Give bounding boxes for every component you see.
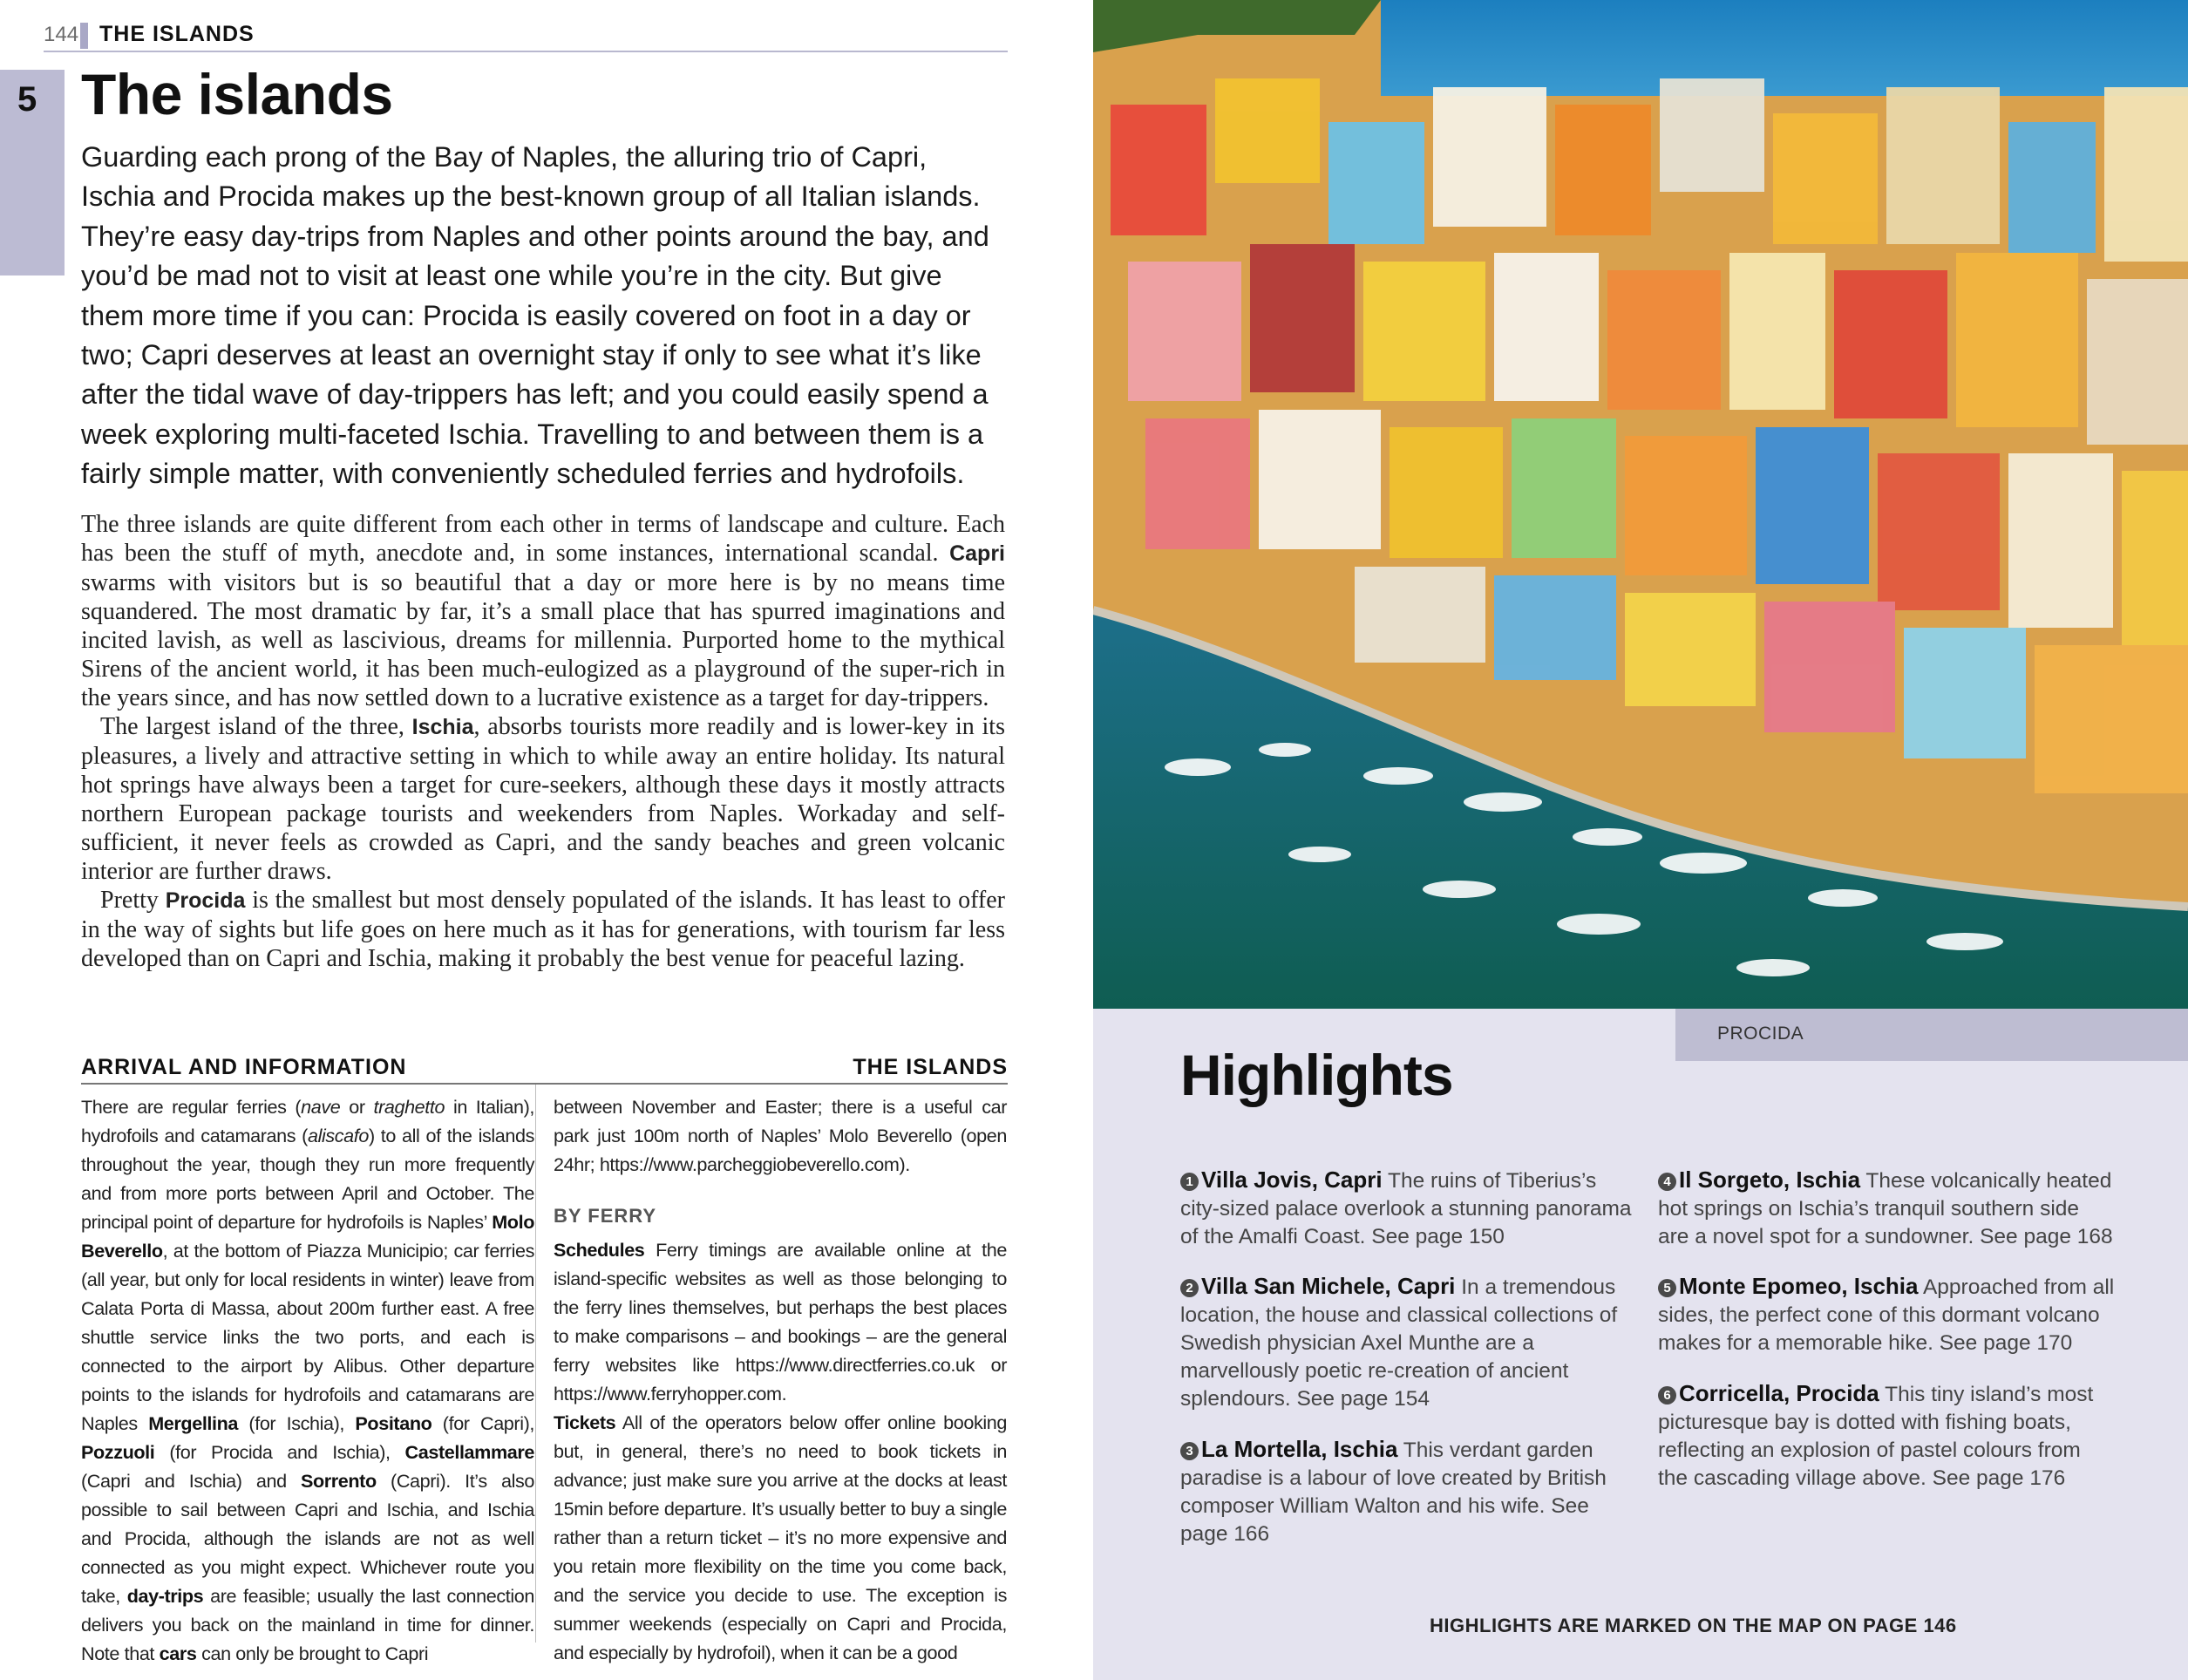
arrival-heading-right: THE ISLANDS (853, 1055, 1008, 1079)
highlight-item: 1 Villa Jovis, Capri The ruins of Tiberius’s city-sized palace overlook a stunning panorama of the Amalfi Coast. See page 150 (1180, 1166, 1632, 1248)
highlights-column-1 (1180, 1144, 1638, 1563)
arrival-column-2 (554, 1092, 1007, 1667)
page-title: The islands (81, 62, 393, 126)
highlight-item: 3 La Mortella, Ischia This verdant garden paradise is a labour of love created by British composer William Walton and his wife. See page 166 (1180, 1435, 1607, 1546)
highlights-column-2 (1658, 1144, 2116, 1507)
place-name: Procida (165, 888, 246, 913)
page-number: 144 (44, 23, 79, 46)
intro-paragraph: Guarding each prong of the Bay of Naples, the alluring trio of Capri, Ischia and Procida makes up the best-known group of all Italian islands. They’re easy day-trips from Naples and other points around the bay, and you’d be mad not to visit at least one while you’re in the city. But give them more time if you can: Procida is easily covered on foot in a day or two; Capri deserves at least an overnight stay if only to see what it’s like after the tidal wave of day-trippers has left; and you could easily spend a week exploring multi-faceted Ischia. Travelling to and between them is a fairly simple matter, with conveniently scheduled ferries and hydrofoils. (81, 141, 989, 490)
column-divider (535, 1085, 536, 1643)
highlight-item: 2 Villa San Michele, Capri In a tremendous location, the house and classical collections of Swedish physician Axel Munthe are a marvellously poetic re-creation of ancient splendours. See page 154 (1180, 1273, 1618, 1411)
arrival-heading-left: ARRIVAL AND INFORMATION (81, 1055, 407, 1079)
running-head-bar (80, 23, 88, 49)
body-text (81, 510, 1005, 973)
highlights-title: Highlights (1180, 1043, 1453, 1107)
number-icon: 4 (1658, 1173, 1676, 1191)
place-name: Ischia (411, 715, 474, 739)
highlight-item: 5 Monte Epomeo, Ischia Approached from all sides, the perfect cone of this dormant volcano makes for a memorable hike. See page 170 (1658, 1273, 2115, 1355)
arrival-paragraph: There are regular ferries (nave or traghetto in Italian), hydrofoils and catamarans (aliscafo) to all of the islands throughout the year, though they run more frequently and from more ports between April and October. The principal point of departure for hydrofoils is Naples’ Molo Beverello, at the bottom of Piazza Municipio; car ferries (all year, but only for local residents in winter) leave from Calata Porta di Massa, about 200m further east. A free shuttle service links the two ports, and each is connected to the airport by Alibus. Other departure points to the islands for hydrofoils and catamarans are Naples Mergellina (for Ischia), Positano (for Capri), Pozzuoli (for Procida and Ischia), Castellammare (Capri and Ischia) and Sorrento (Capri). It’s also possible to sail between Capri and Ischia, and Ischia and Procida, although the islands are not as well connected as you might expect. Whichever route you take, day-trips are feasible; usually the last connection delivers you back on the mainland in time for dinner. Note that cars can only be brought to Capri (81, 1096, 535, 1664)
highlight-item: 6 Corricella, Procida This tiny island’s most picturesque bay is dotted with fishing boats, reflecting an explosion of pastel colours from the cascading village above. See page 176 (1658, 1379, 2094, 1490)
chapter-tab (0, 70, 65, 275)
number-icon: 1 (1180, 1173, 1199, 1191)
schedules-paragraph: Schedules Ferry timings are available online at the island-specific websites as well as those belonging to the ferry lines themselves, but perhaps the best places to make comparisons – and bookings – are the general ferry websites like https://www.directferries.co.uk or https://www.ferryhopper.com. (554, 1239, 1007, 1405)
left-page (0, 0, 1093, 1680)
body-paragraph: Pretty Procida is the smallest but most densely populated of the islands. It has least to offer in the way of sights but life goes on here much as it has for generations, with tourism far less developed than on Capri and Ischia, making it probably the best venue for peaceful lazing. (81, 887, 1005, 972)
number-icon: 2 (1180, 1279, 1199, 1297)
highlight-item: 4 Il Sorgeto, Ischia These volcanically heated hot springs on Ischia’s tranquil southern side are a novel spot for a sundowner. See page 168 (1658, 1166, 2113, 1248)
body-paragraph: The three islands are quite different from each other in terms of landscape and culture. Each has been the stuff of myth, anecdote and, in some instances, international scandal. Capri swarms with visitors but is so beautiful that a day or more here is by no means time squandered. The most dramatic by far, it’s a small place that has spurred imaginations and incited lavish, as well as lascivious, dreams for millennia. Purported home to the mythical Sirens of the ancient world, it has been much-eulogized as a playground of the super-rich in the years since, and has now settled down to a lucrative existence as a target for day-trippers. (81, 511, 1005, 711)
number-icon: 5 (1658, 1279, 1676, 1297)
photo-caption-bar (1675, 1009, 2188, 1061)
arrival-paragraph: between November and Easter; there is a useful car park just 100m north of Naples’ Molo Beverello (open 24hr; https://www.parcheggiobeverello.com). (554, 1096, 1007, 1175)
right-page (1093, 0, 2188, 1680)
running-head (44, 21, 1008, 52)
arrival-heading (81, 1055, 1008, 1085)
photo-caption: PROCIDA (1717, 1024, 1804, 1044)
place-name: Capri (949, 541, 1005, 566)
chapter-number: 5 (17, 80, 37, 119)
body-paragraph: The largest island of the three, Ischia, absorbs tourists more readily and is lower-key in its pleasures, a lively and attractive setting in which to while away an entire holiday. Its natural hot springs have always been a target for cure-seekers, although these days it mostly attracts northern European package tourists and weekenders from Naples. Workaday and self-sufficient, it never feels as crowded as Capri, and the sandy beaches and green volcanic interior are further draws. (81, 713, 1005, 885)
number-icon: 3 (1180, 1442, 1199, 1460)
running-head-section: THE ISLANDS (99, 22, 255, 46)
tickets-paragraph: Tickets All of the operators below offer online booking but, in general, there’s no need to book tickets in advance; just make sure you arrive at the docks at least 15min before departure. It’s usually better to buy a single rather than a return ticket – it’s no more expensive and you retain more flexibility on the time you come back, and the service you decide to use. The exception is summer weekends (especially on Capri and Procida, and especially by hydrofoil), when it can be a good (554, 1411, 1007, 1663)
arrival-column-1 (81, 1092, 534, 1668)
highlights-footer: HIGHLIGHTS ARE MARKED ON THE MAP ON PAGE 146 (1430, 1615, 1957, 1636)
procida-photo (1093, 0, 2188, 1009)
number-icon: 6 (1658, 1386, 1676, 1405)
by-ferry-subheading: BY FERRY (554, 1205, 657, 1227)
